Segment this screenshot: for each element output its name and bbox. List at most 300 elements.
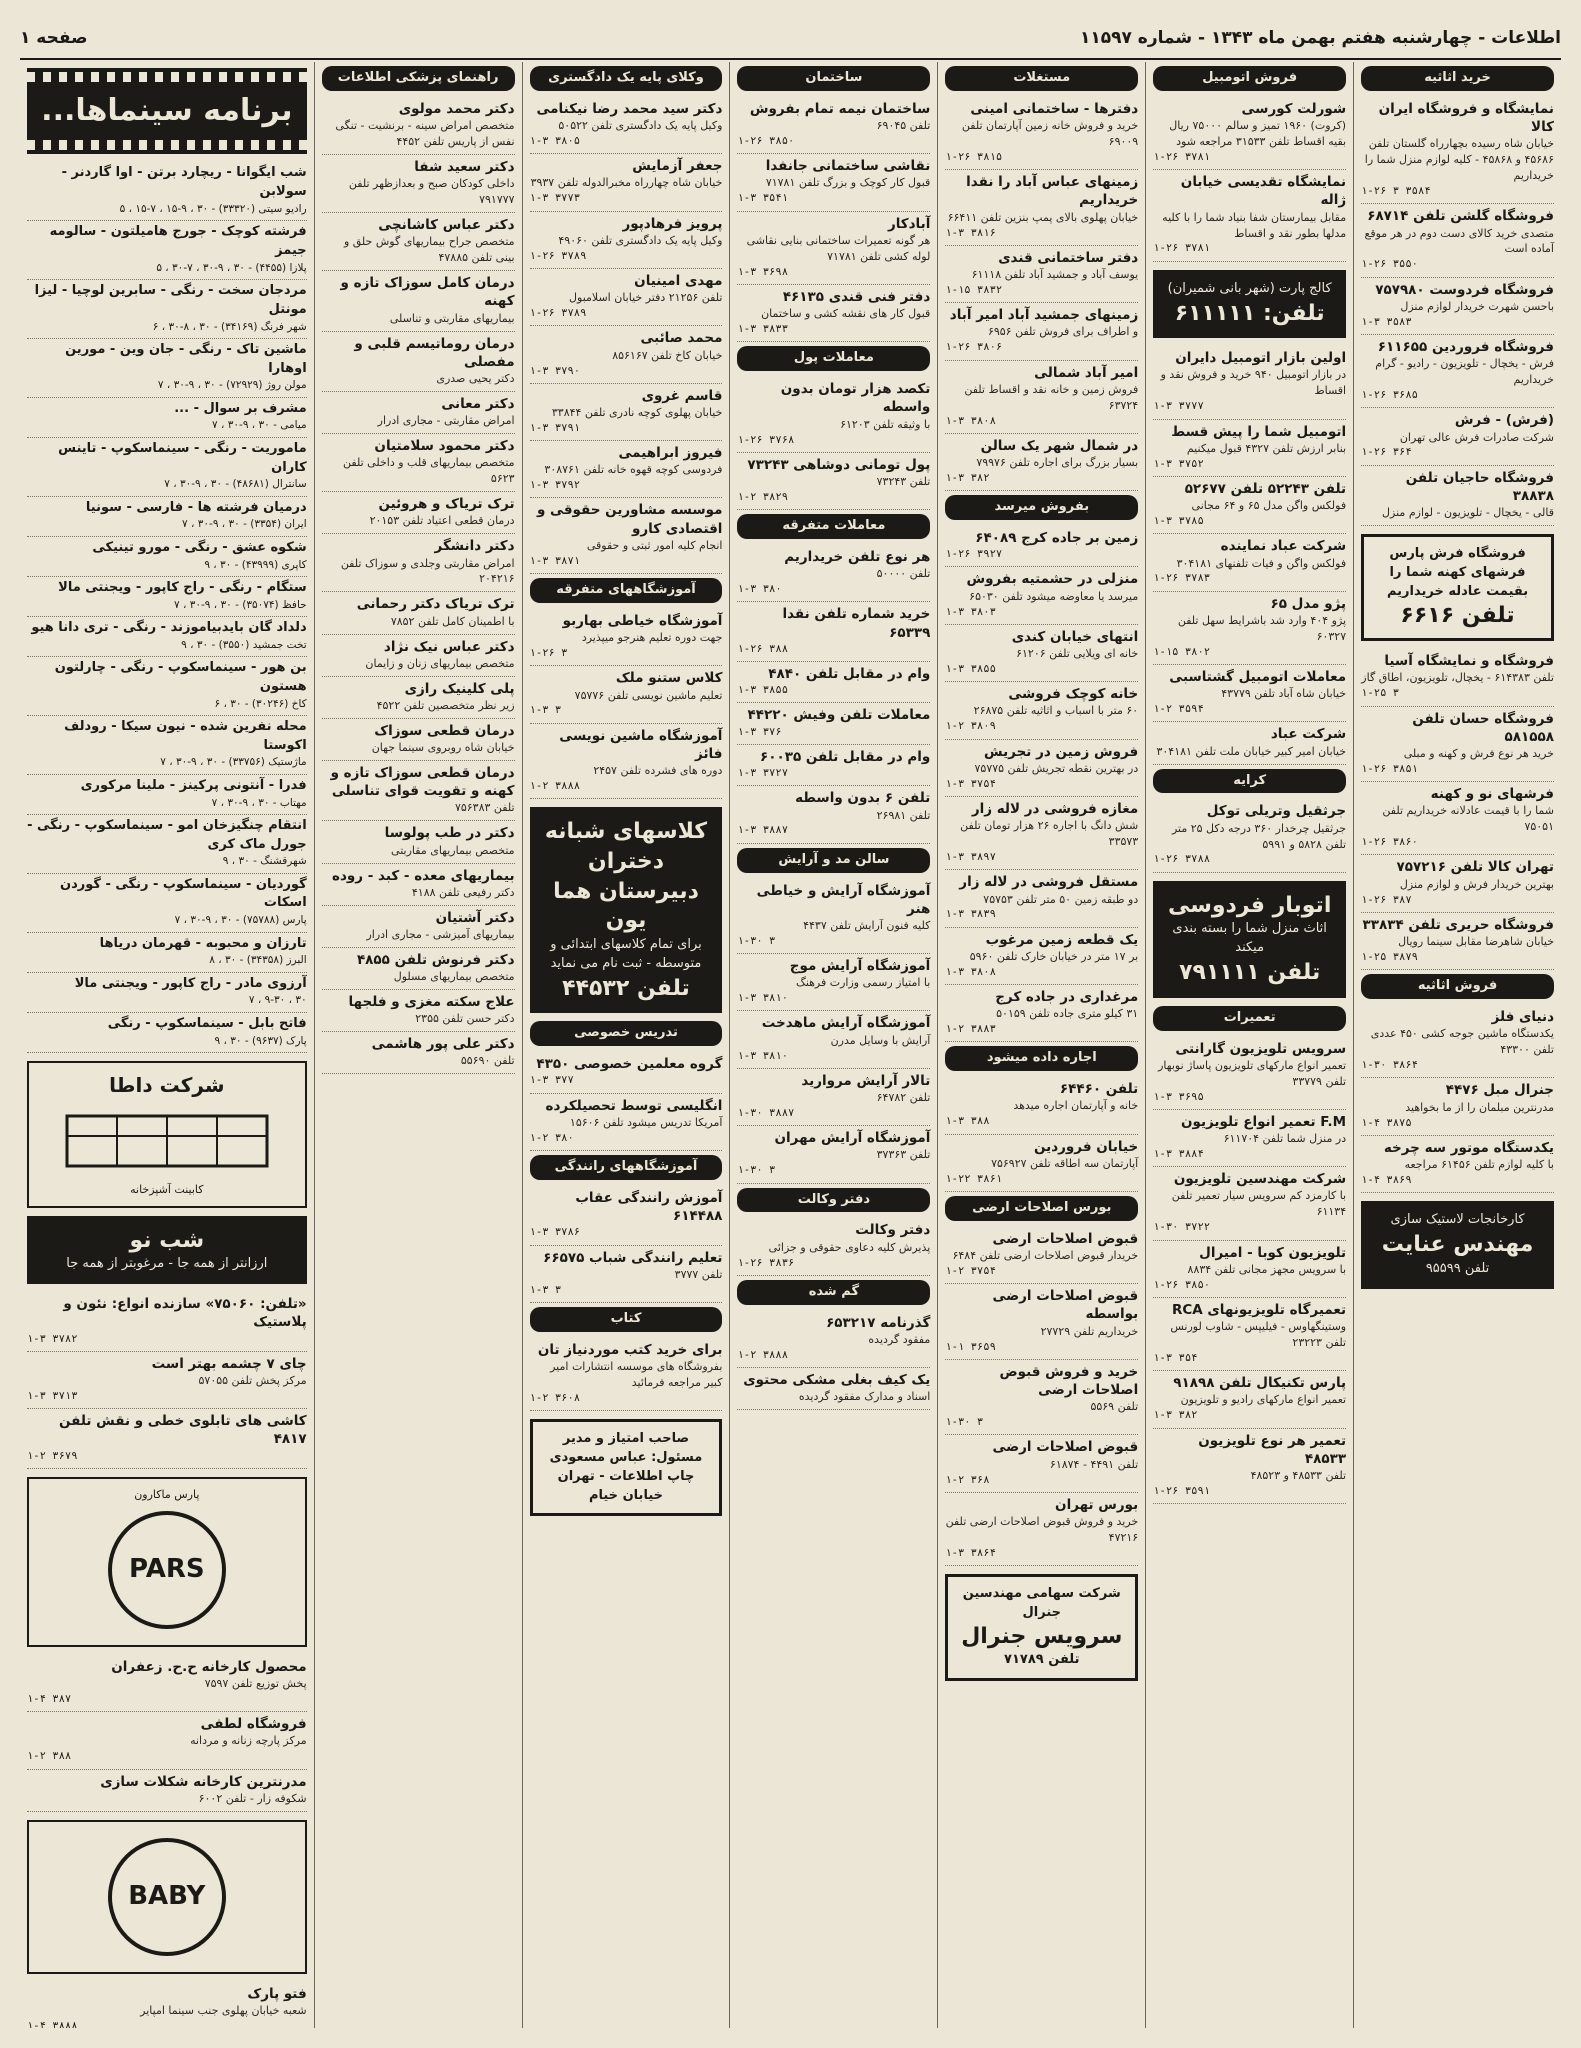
ad-title: دکتر دانشگر [434,538,515,555]
ad-body: تعلیم ماشین نویسی تلفن ۷۵۷۷۶ [574,688,723,702]
dark-ad-line: دبیرستان هما یون [553,878,699,934]
ad-code: ۱-۳ ۳۷۶ [737,725,782,738]
ad-code: ۱-۲۶ ۳۵۹۱ [1153,1485,1211,1497]
classified-ad [1361,649,1554,706]
ad-title: دکتر فرنوش تلفن ۴۸۵۵ [356,951,515,968]
classified-ad [945,1077,1138,1134]
classified-ad [945,682,1138,739]
ad-code: ۱-۲۶ ۳۸۰۶ [945,341,1003,354]
film-showtimes: ایران (۳۳۵۴) - ۳۰ ، ۹-۳۰ ، ۷ [182,518,307,531]
ad-code: ۱-۲ ۳۸۸۸ [529,780,581,793]
masthead-title: اطلاعات - چهارشنبه هفتم بهمن ماه ۱۳۴۳ - شماره ۱۱۵۹۷ [1079,28,1561,48]
ad-title: مرغداری در جاده کرج [995,989,1139,1006]
ad-body: خیابان پهلوی کوچه نادری تلفن ۳۳۸۴۴ [551,405,723,419]
film-title: انتقام چنگیزخان امو - سینماسکوپ - رنگی - جورل ماک کری [27,817,307,852]
section-head: معاملات پول [737,346,930,371]
ad-body: ۶۰ متر با اسباب و اثاثیه تلفن ۲۶۸۷۵ [973,704,1139,718]
ad-code: ۱-۳ ۳۸۶۴ [945,1546,996,1559]
ad-body: اسناد و مدارک مفقود گردیده [798,1390,931,1404]
ad-title: قبوض اصلاحات ارضی [992,1439,1139,1456]
ad-title: جنرال مبل ۴۴۷۶ [1445,1082,1554,1099]
ad-title: مستقل فروشی در لاله زار [959,874,1139,891]
ad-code: ۱-۳ ۳۸۵۵ [737,684,789,697]
ad-code: ۱-۲۶ ۳۵۵۰ [1361,258,1419,271]
ad-code: ۱-۲۶ ۳۷۸۳ [1153,572,1211,585]
classified-ad [322,864,515,906]
ad-code: ۱-۳ ۳۸۳۳ [737,323,789,336]
ad-code: ۱-۲۶ ۳۷۸۹ [529,307,587,320]
ad-title: قبوض اصلاحات ارضی [992,1230,1139,1247]
ad-code: ۱-۱ ۳۶۵۹ [945,1340,996,1353]
classified-ad [530,441,723,498]
ad-title: F.M تعمیر انواع تلویزیون [1180,1113,1347,1130]
dark-ad-line: تلفن ۹۵۵۹۹ [1425,1260,1490,1276]
classified-ad [322,1032,515,1074]
classified-ad [1361,204,1554,277]
ad-code: ۱-۳۰ ۳۷۲۲ [1153,1221,1211,1234]
classified-ad [322,677,515,719]
classified-ad [322,635,515,677]
ad-title: جرثقیل وتریلی توکل [1206,803,1347,820]
section-head: اجاره داده میشود [945,1046,1138,1071]
ad-body: مدرنترین مبلمان را از ما بخواهید [1405,1100,1554,1114]
ad-title: فروشگاه گلشن تلفن ۶۸۷۱۴ [1367,208,1554,225]
ad-title: خرید شماره تلفن نقدا ۶۵۳۳۹ [782,606,931,641]
classified-ad [530,1246,723,1303]
ad-title: گذرنامه ۶۵۳۲۱۷ [826,1314,931,1331]
ad-code: ۱-۲۶ ۳۷۶۸ [737,433,795,446]
ad-code: ۱-۳ ۳۸۹۷ [945,851,996,864]
classified-ad [945,170,1138,246]
ad-title: دکتر آشتیان [435,909,515,926]
boxed-ad-line: فرشهای کهنه شما را بقیمت عادله خریداریم [1386,564,1529,599]
ad-body: یوسف آباد و جمشید آباد تلفن ۶۱۱۱۸ [971,267,1139,281]
classified-ad [1153,170,1346,262]
ad-body: بسیار بزرگ برای اجاره تلفن ۷۹۹۷۶ [976,456,1139,470]
classified-ad [737,1069,930,1126]
ad-body: تلفن ۵۰۰۰۰ [876,567,931,581]
ad-title: آبادکار [887,215,931,232]
ad-title: وام در مقابل تلفن ۴۸۴۰ [768,665,931,682]
ad-body: خیابان امیر کبیر خیابان ملت تلفن ۳۰۴۱۸۱ [1156,744,1347,758]
ad-title: دفتر ساختمانی قندی [998,249,1139,266]
ad-code: ۱-۳۰ ۳ [737,934,776,947]
boxed-ad-line: شرکت سهامی مهندسین جنرال [962,1586,1121,1620]
section-head: سالن مد و آرایش [737,848,930,873]
ad-code: ۱-۴ ۳۸۶۹ [1361,1173,1412,1186]
ad-body: امراض مقاربتی - مجاری ادرار [377,414,515,428]
boxed-ad [945,1574,1138,1681]
classified-ad [322,434,515,492]
ad-body: خرید هر نوع فرش و کهنه و مبلی [1403,747,1554,760]
ad-code: ۱-۳ ۳۸۱۰ [737,1049,789,1062]
section-head: آموزشگاههای رانندگی [530,1155,723,1180]
classified-ad [1153,722,1346,764]
cinema-banner-title: برنامه سینماها... [41,93,293,129]
film-title: ماموریت - رنگی - سینماسکوپ - تاینس کاران [58,440,307,475]
ad-list [737,97,930,342]
classified-ad [1153,1371,1346,1428]
ad-title: دکتر عباس کاشانچی [378,217,515,234]
kitchen-ad [27,1061,307,1208]
film-title: ستگام - رنگی - راج کاپور - ویجنتی مالا [58,579,307,595]
ad-code: ۱-۲۶ ۳۹۲۷ [945,548,1003,561]
film-title: فاتح بابل - سینماسکوپ - رنگی [107,1015,307,1031]
section-head: دفتر وکالت [737,1188,930,1213]
ad-code: ۱-۳ ۳۸۸ [945,1115,990,1128]
column-3 [937,62,1145,2028]
ad-body: کلیه فنون آرایش تلفن ۴۴۳۷ [803,918,931,932]
section-head: گم شده [737,1280,930,1305]
film-title: فدرا - آنتونی پرکینز - ملینا مرکوری [80,777,307,793]
publisher-box [530,1419,723,1516]
classified-ad [737,1218,930,1275]
ad-body: تلفن ۵۵۶۹۰ [460,1054,515,1068]
classified-ad [322,761,515,821]
section-head: فروش اثاثیه [1361,974,1554,999]
classified-ad [945,246,1138,303]
ad-body: وکیل پایه یک دادگستری تلفن ۴۹۰۶۰ [558,233,723,247]
film-listing [27,657,307,716]
ad-title: زمینهای عباس آباد را نقدا خریداریم [966,174,1139,209]
ad-body: تلفن ۷۳۲۴۳ [876,474,931,488]
film-title: گوردیان - سینماسکوپ - رنگی - گوردن اسکات [59,876,307,911]
ad-title: انتهای خیابان کندی [1011,628,1139,645]
dark-ad-line: کلاسهای شبانه دختران [544,819,708,874]
ad-body: خیابان شاه آباد تلفن ۴۳۷۷۹ [1221,687,1347,701]
classified-ad [945,985,1138,1042]
classified-ad [27,1770,307,1812]
film-showtimes: البرز (۳۴۳۵۸) - ۳۰ ، ۸ [209,954,307,967]
classified-ad [322,332,515,392]
classified-ad [530,724,723,800]
classified-ad [530,1186,723,1246]
ad-title: دکتر در طب پولوسا [384,825,515,842]
ad-title: دنیای فلز [1491,1009,1554,1026]
ad-code: ۱-۳۰ ۳ [945,1416,984,1429]
ad-title: فروشگاه حسان تلفن ۵۸۱۵۵۸ [1412,710,1554,745]
classified-ad [1361,278,1554,335]
ad-list [737,377,930,510]
column-2 [1145,62,1353,2028]
film-list [27,162,307,1053]
ad-code: ۱-۲۶ ۳۸۵۰ [1153,1278,1211,1291]
ad-body: آپارتمان سه اطاقه تلفن ۷۵۶۹۲۷ [991,1156,1139,1170]
ad-code: ۱-۲۶ ۳۷۸۸ [1153,853,1211,866]
ad-body: خیابان کاخ تلفن ۸۵۶۱۶۷ [612,348,723,362]
section-head: فروش اتومبیل [1153,66,1346,91]
ad-list [1153,97,1346,262]
column-5 [522,62,730,2028]
ad-title: فتو پارک [247,1985,307,2002]
ad-title: نقاشی ساختمانی جانفدا [765,158,931,175]
ad-body: تلفن ۲۱۲۵۶ دفتر خیابان اسلامبول [569,291,723,305]
film-listing [27,577,307,617]
film-listing [27,775,307,815]
film-showtimes: شهرقشنگ - ۳۰ ، ۹ [222,855,307,868]
ad-list [530,609,723,799]
ad-title: قاسم غروی [641,387,723,404]
film-listing [27,497,307,537]
ad-title: مدرنترین کارخانه شکلات سازی [100,1773,307,1790]
ad-title: «تلفن: ۷۵۰۶۰» سازنده انواع: نئون و پلاستیک [63,1296,307,1331]
film-title: محله نفرین شده - نیون سیکا - رودلف اکوستا [64,718,307,753]
ad-title: دفتر وکالت [855,1222,931,1239]
boxed-ad-line: تلفن ۷۱۷۸۹ [1004,1652,1080,1668]
classified-ad [322,948,515,990]
classified-ad [737,662,930,703]
classified-ad [530,326,723,383]
classified-ad [530,609,723,666]
ad-body: قبول کار های نقشه کشی و ساختمان [761,307,931,321]
ad-body: پخش توزیع تلفن ۷۵۹۷ [204,1677,307,1691]
classified-ad [530,666,723,723]
ad-body: خریدار قبوض اصلاحات ارضی تلفن ۶۴۸۴ [952,1249,1139,1263]
ad-list [27,1982,307,2028]
ad-title: آموزشگاه خیاطی بهاربو [562,612,723,629]
ad-body: شعبه خیابان پهلوی جنب سینما امپایر [140,2003,307,2017]
film-showtimes: تخت جمشید (۳۵۵۰) - ۳۰ ، ۹ [181,638,307,651]
classified-ad [945,361,1138,434]
classified-ad [1153,1298,1346,1371]
film-showtimes: ماژستیک (۳۳۷۵۶) - ۳۰ ، ۹-۳۰ ، ۷ [160,756,307,769]
ad-list [1361,649,1554,970]
ad-body: خیابان شاه چهارراه مخبرالدوله تلفن ۳۹۳۷ [530,176,723,190]
ad-code: ۱-۳ ۳۸۰۵ [529,135,581,147]
ad-title: دفتر فنی قندی ۴۶۱۳۵ [782,288,931,305]
classified-ad [737,377,930,453]
ad-body: متخصص بیماریهای قلب و داخلی تلفن ۵۶۲۳ [343,456,515,486]
ad-code: ۱-۲ ۳۸۲۹ [737,490,789,503]
ad-list [1153,346,1346,764]
ad-code: ۱-۳ ۳ [529,704,562,717]
shabnou-title: شب نو [129,1227,205,1253]
ad-body: فرش - یخچال - تلویزیون - رادیو - گرام خریداریم [1375,357,1554,387]
ad-body: مقابل بیمارستان شفا بنیاد شما را با کلیه مدلها بطور نقد و اقساط [1162,210,1347,240]
ad-body: وکیل پایه یک دادگستری تلفن ۵۰۵۲۲ [558,119,723,133]
ad-title: درمان کامل سوزاک تازه و کهنه [340,275,515,310]
ad-list [737,1218,930,1275]
dark-ad-line: اتوبار فردوسی [1167,892,1332,918]
ad-title: پارس تکنیکال تلفن ۹۱۸۹۸ [1173,1375,1347,1392]
ad-title: جعفر آزمایش [632,158,723,175]
ad-body: و اطراف برای فروش تلفن ۶۹۵۶ [987,325,1139,339]
ad-title: آموزشگاه آرایش موج [789,958,931,975]
film-listing [27,398,307,438]
film-showtimes: کاخ (۳۰۲۴۶) - ۳۰ ، ۶ [214,697,307,710]
ad-code: ۱-۳ ۳۷۵۲ [1153,457,1204,470]
ad-code: ۱-۱۵ ۳۸۳۲ [945,283,1003,296]
ad-title: آموزش رانندگی عقاب ۶۱۴۴۸۸ [575,1189,723,1225]
ad-title: درمان روماتیسم قلبی و مفصلی [354,335,515,370]
ad-code: ۱-۲۶ ۳۸۵۱ [1361,762,1419,775]
page-number: صفحه ۱ [20,28,88,48]
ad-title: زمین بر جاده کرج ۶۴۰۸۹ [975,530,1139,547]
classified-ad [530,97,723,154]
ad-title: دکتر سید محمد رضا نیکنامی [536,100,723,117]
film-listing [27,280,307,339]
classified-ad [945,526,1138,567]
ad-body: پذیرش کلیه دعاوی حقوقی و جزائی [768,1240,931,1254]
ad-title: موسسه مشاورین حقوقی و اقتصادی کارو [536,502,723,537]
ad-title: پژو مدل ۶۵ [1270,595,1347,612]
ad-title: تلفن ۶ بدون واسطه [795,790,931,807]
ad-title: پول تومانی دوشاهی ۷۳۲۴۳ [747,456,931,473]
ad-title: ترک تریاک دکتر رحمانی [356,596,515,613]
ad-body: متصدی خرید کالای دست دوم در هر موقع آماده است [1364,226,1554,256]
ad-body: تلفن ۴۴۹۱ - ۶۱۸۷۴ [1049,1457,1139,1471]
ad-list [1153,1037,1346,1505]
classified-ad [737,285,930,342]
ad-code: ۱-۳ ۳۶۹۵ [1153,1090,1204,1103]
ad-body: شش دانگ با اجاره ۲۶ هزار تومان تلفن ۳۳۵۷۳ [960,819,1139,849]
ad-title: درمان قطعی سوزاک [374,722,515,739]
ad-code: ۱-۲ ۳۶۷۹ [26,1449,78,1462]
ad-body: دو طبقه زمین ۵۰ متر تلفن ۷۵۷۵۳ [983,892,1139,906]
classified-ad [27,1655,307,1712]
ad-code: ۱-۴ ۳۸۷ [26,1692,72,1705]
ad-title: یک قطعه زمین مرغوب [985,931,1139,948]
classified-ad [737,954,930,1011]
ad-body: شرکت صادرات فرش عالی تهران [1399,430,1554,444]
ad-title: هر نوع تلفن خریداریم [784,548,931,565]
ad-title: کاشی های تابلوی خطی و نقش تلفن ۴۸۱۷ [59,1413,307,1448]
classified-ad [322,534,515,592]
ad-code: ۱-۳ ۳۸۸۷ [737,824,789,837]
ad-body: فولکس واگن و فیات تلفنهای ۳۰۴۱۸۱ [1176,556,1347,570]
film-showtimes: ۳۰ ، ۹-۳۰ ، ۷ [248,994,307,1007]
ad-code: ۱-۳ ۳۸۰۳ [945,605,996,618]
classified-ad [945,625,1138,682]
section-head: تدریس خصوصی [530,1021,723,1046]
ad-body: انجام کلیه امور ثبتی و حقوقی [586,538,723,552]
ad-title: علاج سکته مغزی و فلجها [348,994,515,1010]
film-strip-icon [27,72,307,82]
ad-body: بهترین خریدار فرش و لوازم منزل [1399,877,1554,891]
ad-body: خرید و فروش قبوض اصلاحات ارضی تلفن ۴۷۲۱۶ [945,1515,1139,1544]
ad-body: تلفن ۴۸۵۳۳ و ۴۸۵۲۳ [1250,1469,1347,1483]
ad-body: باحسن شهرت خریدار لوازم منزل [1400,299,1554,313]
ad-title: دکتر سعید شفا [414,158,515,175]
ad-body: تلفن ۶۱۴۳۸۳ - یخچال، تلویزیون، اطاق گاز [1361,671,1554,685]
classified-ad [945,1135,1138,1192]
classified-ad [1361,1005,1554,1078]
film-showtimes: حافظ (۳۵۰۷۴) - ۳۰ ، ۹-۳۰ ، ۷ [173,598,307,611]
section-head: کرایه [1153,769,1346,794]
classified-ad [322,906,515,948]
ad-title: کلاس ستنو ملک [615,670,723,687]
ad-body: تلفن ۷۵۶۳۸۳ [454,801,515,815]
ad-code: ۱-۲ ۳۸۸۳ [945,1023,996,1036]
section-head: بفروش میرسد [945,495,1138,520]
ad-title: دکتر محمود سلامتیان [374,438,515,455]
ad-title: بیماریهای معده - کبد - روده [331,867,515,884]
section-head: خرید اثاثیه [1361,66,1554,91]
ad-code: ۱-۳ ۳۸۲ [945,471,990,484]
ad-body: تلفن ۵۵۶۹ [1090,1400,1139,1414]
classified-ad [530,154,723,211]
classified-ad [322,821,515,863]
classified-ad [737,154,930,211]
ad-body: دوره های فشرده تلفن ۲۴۵۷ [593,764,723,778]
film-title: شکوه عشق - رنگی - مورو تینیکی [92,539,307,555]
classified-ad [737,1311,930,1368]
section-head: کتاب [530,1307,723,1332]
boxed-ad-line: سرویس جنرال [961,1623,1123,1649]
dark-ad-line: کالج پارت (شهر بانی شمیران) [1167,280,1332,296]
ad-title: خانه کوچک فروشی [1008,686,1139,703]
ad-code: ۱-۳ ۳۸۵۵ [945,663,996,675]
ad-title: شرکت عباد نماینده [1220,538,1347,555]
classified-ad [737,602,930,662]
ad-list [737,1311,930,1411]
ad-code: ۱-۲۶ ۳۸۸ [737,642,789,655]
classified-ad [27,1712,307,1769]
ad-code: ۱-۳ ۳۷۵۴ [945,777,996,790]
ad-body: تعمیر انواع مارکهای تلویزیون پاساژ نوبهار تلفن ۳۳۷۷۹ [1158,1058,1347,1088]
ad-code: ۱-۲ ۳۶۰۸ [529,1391,581,1404]
ad-title: انگلیسی توسط تحصیلکرده [545,1097,723,1114]
ad-code: ۱-۳ ۳۷۷۷ [1153,400,1204,413]
ad-title: (فرش) - فرش [1454,412,1554,429]
ad-title: آموزشگاه ماشین نویسی فائز [559,727,723,762]
ad-code: ۱-۳ ۳۷۱۳ [26,1390,78,1402]
classified-ad [737,879,930,955]
ad-code: ۱-۳ ۳۸۰ [737,583,782,596]
ad-body: بنابر ارزش تلفن ۴۳۲۷ قبول میکنیم [1186,441,1347,455]
ad-body: شکوفه زار - تلفن ۶۰۰۲ [198,1791,307,1805]
classified-ad [737,97,930,154]
ad-title: دکتر معانی [441,395,515,412]
ad-code: ۱-۲ ۳۵۹۴ [1153,703,1204,716]
ad-title: مغازه فروشی در لاله زار [971,800,1139,817]
ad-title: منزلی در حشمتیه بفروش [966,571,1139,588]
ad-title: تعمیرگاه تلویزیونهای RCA [1171,1301,1347,1318]
ad-title: سرویس تلویزیون گارانتی [1175,1040,1347,1057]
film-listing [27,815,307,874]
ad-code: ۱-۳ ۳۷۸۲ [26,1332,78,1345]
classified-ad [27,1409,307,1469]
ad-code: ۱-۲۶ ۳۸۳۶ [737,1256,795,1269]
ad-list [1153,799,1346,872]
ad-body: خریداریم تلفن ۲۷۷۲۹ [1040,1324,1139,1338]
ad-body: در بهترین نقطه تجریش تلفن ۷۵۷۷۵ [974,761,1139,775]
ad-body: تعمیر انواع مارکهای رادیو و تلویزیون [1180,1393,1347,1407]
film-title: آرزوی مادر - راج کاپور - ویجنتی مالا [74,975,307,991]
ad-code: ۱-۳ ۳۸۲ [1153,1409,1198,1422]
dark-ad-line: اثاث منزل شما را بسته بندی میکند [1172,921,1327,956]
ad-title: یکدستگاه موتور سه چرخه [1383,1139,1554,1156]
film-showtimes: مهتاب - ۳۰ ، ۹-۳۰ ، ۷ [211,796,307,809]
ad-code: ۱-۲۶ ۳۷۸۱ [1153,150,1211,163]
film-listing [27,617,307,657]
dark-ad [530,807,723,1013]
ad-body: تلفن ۶۹۰۴۵ [876,119,931,133]
classified-ad [530,498,723,574]
pars-logo-icon: PARS [108,1511,226,1629]
classified-ad [1361,855,1554,912]
classified-ad [1153,1429,1346,1505]
dark-ad-line: مهندس عنایت [1381,1231,1534,1257]
ad-title: آموزشگاه آرایش ماهدخت [761,1015,931,1032]
ad-body: با اطمینان کامل تلفن ۷۸۵۲ [390,614,515,628]
classified-ad [945,1435,1138,1492]
ad-title: فرشهای نو و کهنه [1430,786,1554,803]
column-6 [314,62,522,2028]
ad-list [945,1077,1138,1192]
classified-ad [737,786,930,843]
film-title: ماشین تاک - رنگی - جان وین - مورین اوهارا [65,341,307,376]
